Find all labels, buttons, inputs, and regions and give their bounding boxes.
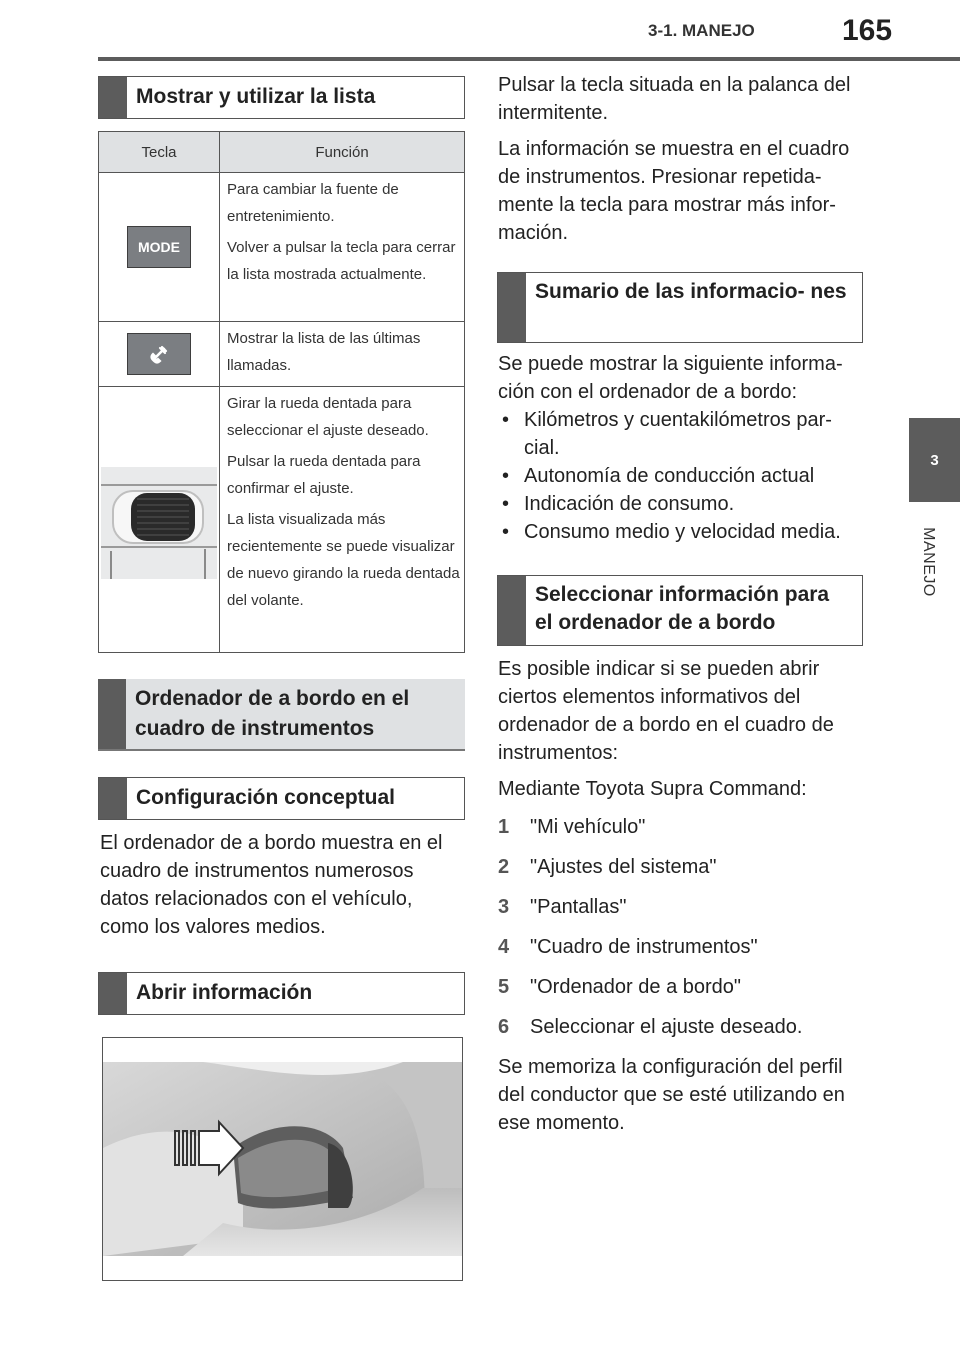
step-number: 4	[498, 936, 510, 958]
table-header-key: Tecla	[99, 132, 220, 173]
step-number: 6	[498, 1016, 510, 1038]
step-number: 1	[498, 816, 510, 838]
step-item	[498, 893, 860, 921]
step-number: 5	[498, 976, 510, 998]
list-item: • Indicación de consumo.	[498, 490, 860, 518]
table-row	[99, 387, 465, 653]
heading-bar	[99, 77, 127, 118]
heading-bar	[498, 273, 526, 342]
list-item: • Kilómetros y cuentakilómetros par- cial.	[498, 406, 860, 462]
summary-list	[498, 406, 860, 546]
step-item	[498, 853, 860, 881]
select-intro: Es posible indicar si se pueden abrir ciertos elementos informativos del ordenador de a bordo en el cuadro de instrumentos:	[498, 658, 834, 764]
heading-bar	[498, 576, 526, 645]
heading-text: Ordenador de a bordo en el cuadro de instrumentos	[135, 687, 410, 740]
heading-select-info	[497, 575, 863, 646]
step-item	[498, 813, 860, 841]
mode-button-label: MODE	[138, 239, 180, 255]
closing-paragraph: Se memoriza la configuración del perfil del conductor que se esté utilizando en ese momento.	[498, 1056, 845, 1134]
open-paragraph-1: Pulsar la tecla situada en la palanca del intermitente.	[498, 74, 851, 124]
table-row	[99, 173, 465, 322]
step-item	[498, 933, 860, 961]
summary-intro: Se puede mostrar la siguiente informa- ción con el ordenador de a bordo:	[498, 353, 843, 403]
function-text: Pulsar la rueda dentada para confirmar el ajuste.	[227, 453, 421, 497]
table-row	[99, 322, 465, 387]
select-via: Mediante Toyota Supra Command:	[498, 778, 807, 800]
step-text: "Ordenador de a bordo"	[530, 976, 742, 998]
heading-text: Configuración conceptual	[136, 786, 396, 809]
step-text: "Cuadro de instrumentos"	[530, 936, 758, 958]
function-text: Girar la rueda dentada para seleccionar el ajuste deseado.	[227, 395, 429, 439]
table-header-function: Función	[220, 132, 465, 173]
turn-signal-lever-illustration	[102, 1037, 463, 1281]
heading-text: Seleccionar información para el ordenador de a bordo	[535, 583, 830, 634]
concept-paragraph: El ordenador de a bordo muestra en el cuadro de instrumentos numerosos datos relacionados con el vehículo, como los valores medios.	[100, 832, 443, 938]
header-rule	[98, 57, 960, 61]
step-text: Seleccionar el ajuste deseado.	[530, 1016, 803, 1038]
chapter-label	[916, 512, 940, 612]
step-text: "Ajustes del sistema"	[530, 856, 717, 878]
heading-show-list	[98, 76, 465, 119]
chapter-tab	[909, 418, 960, 502]
thumbwheel-icon	[99, 461, 219, 579]
chapter-label-text: MANEJO	[920, 527, 937, 597]
open-paragraph-2: La información se muestra en el cuadro de instrumentos. Presionar repetida- mente la tecla para mostrar más infor- mación.	[498, 138, 850, 244]
function-text: Para cambiar la fuente de entretenimiento.	[227, 181, 399, 225]
heading-concept	[98, 777, 465, 820]
step-item	[498, 973, 860, 1001]
heading-text: Sumario de las informacio- nes	[535, 280, 847, 303]
list-item: • Autonomía de conducción actual	[498, 462, 860, 490]
step-item	[498, 1013, 860, 1041]
function-text: La lista visualizada más recientemente se puede visualizar de nuevo girando la rueda dentada del volante.	[227, 511, 460, 609]
heading-text: Abrir información	[136, 981, 313, 1004]
heading-bar	[99, 778, 127, 819]
heading-onboard-computer	[98, 679, 465, 751]
mode-button-icon	[127, 226, 191, 268]
step-number: 2	[498, 856, 510, 878]
heading-bar	[98, 679, 126, 749]
phone-button-icon	[127, 333, 191, 375]
heading-summary	[497, 272, 863, 343]
heading-open-info	[98, 972, 465, 1015]
heading-bar	[99, 973, 127, 1014]
heading-text: Mostrar y utilizar la lista	[136, 85, 376, 108]
chapter-number: 3	[930, 451, 939, 469]
page-number: 165	[842, 14, 893, 47]
step-text: "Mi vehículo"	[530, 816, 646, 838]
function-text: Volver a pulsar la tecla para cerrar la lista mostrada actualmente.	[227, 239, 456, 283]
list-item: • Consumo medio y velocidad media.	[498, 518, 860, 546]
section-title: 3-1. MANEJO	[648, 21, 755, 40]
function-text: Mostrar la lista de las últimas llamadas.	[227, 330, 421, 374]
key-function-table	[98, 131, 465, 653]
step-text: "Pantallas"	[530, 896, 627, 918]
step-number: 3	[498, 896, 510, 918]
